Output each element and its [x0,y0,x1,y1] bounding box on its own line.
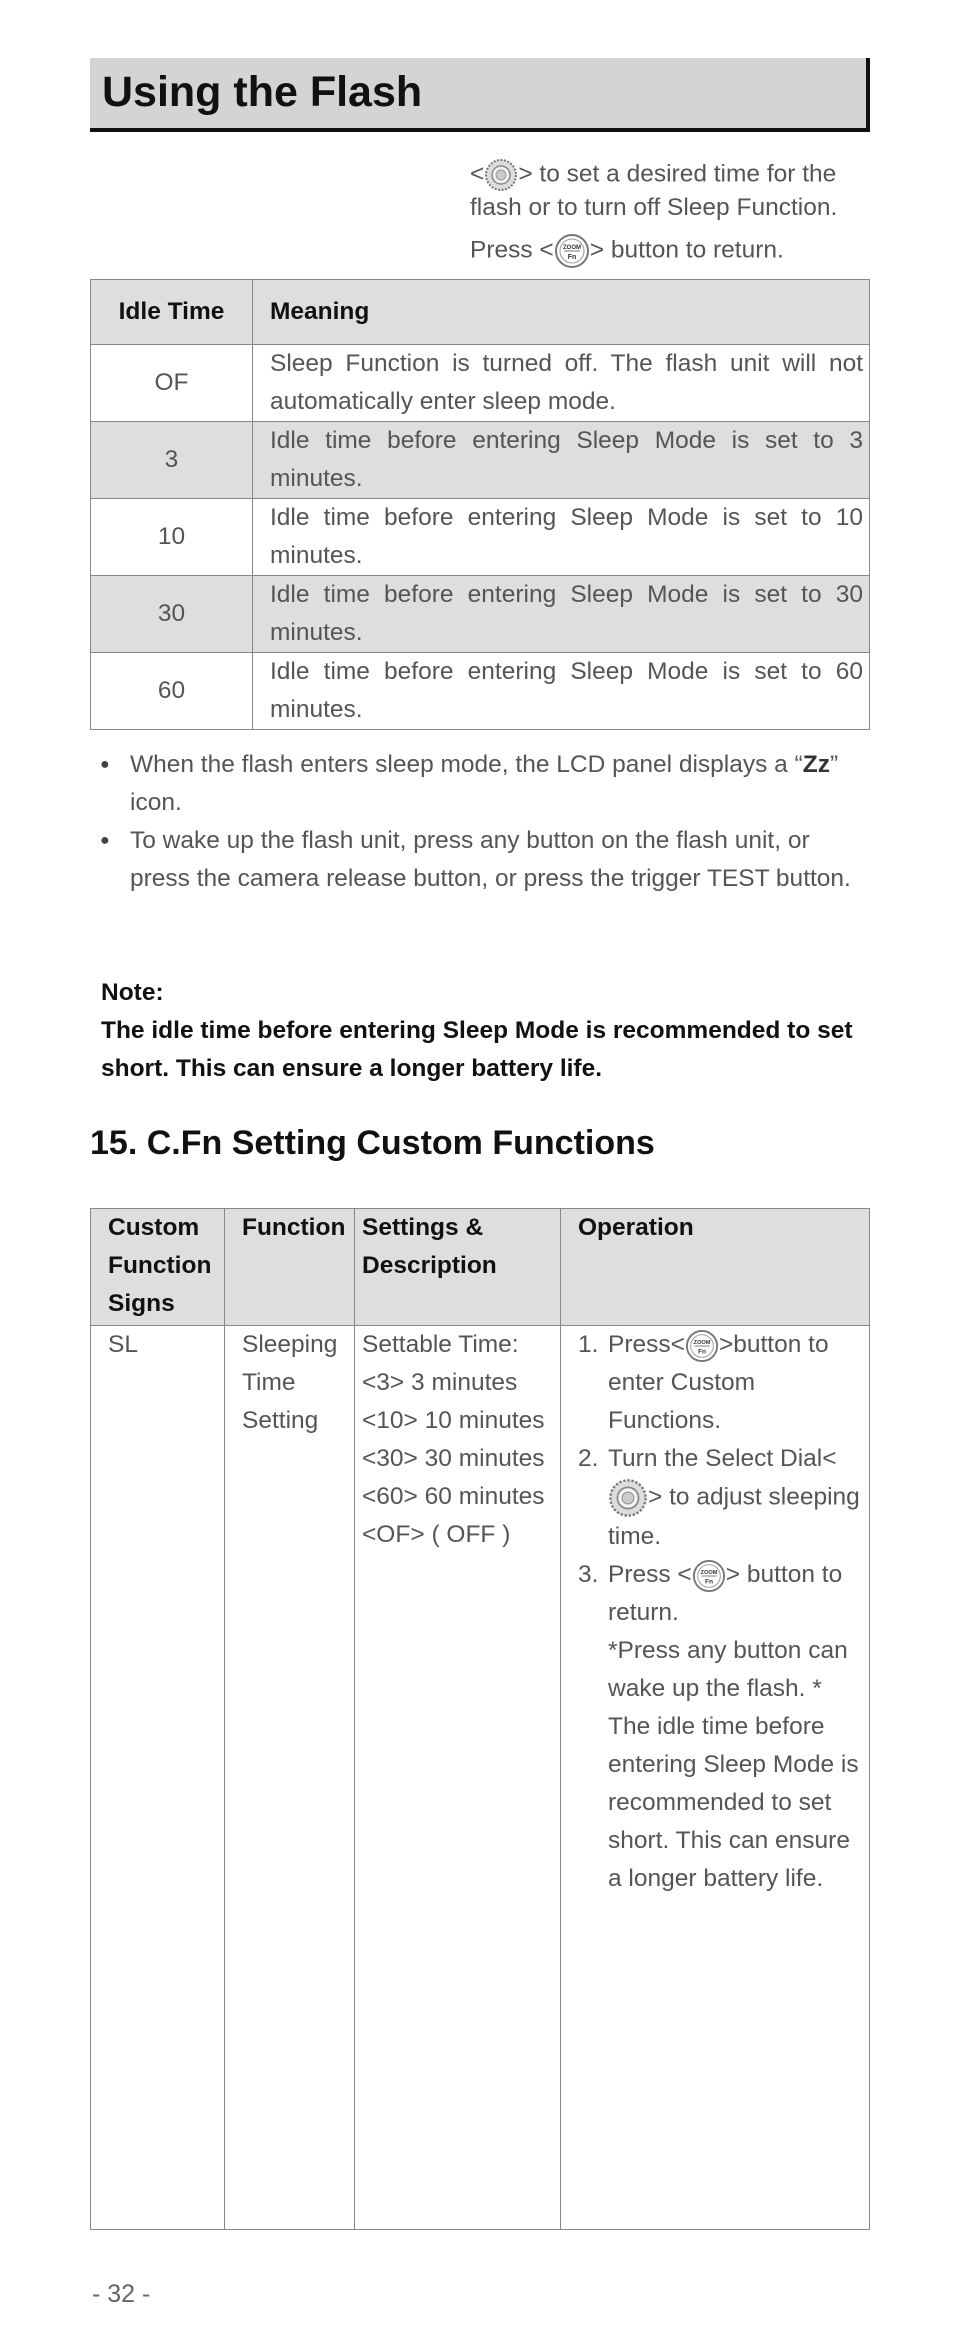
table-row [91,499,870,576]
note-block [101,974,871,1088]
custom-function-table [90,1208,870,2230]
idle-time-cell: 3 [91,422,253,499]
table-header-row [91,280,870,345]
svg-text:Fn: Fn [704,1578,713,1586]
settings-header: Settings & Description [355,1209,561,1326]
operation-cell [561,1326,870,2230]
idle-time-cell: OF [91,345,253,422]
section-title: 15. C.Fn Setting Custom Functions [90,1124,655,1162]
zoom-fn-button-icon [692,1559,726,1593]
list-item: ● When the flash enters sleep mode, the LCD panel displays a “Zz” icon. [100,746,860,822]
bullet-list [100,746,860,898]
list-item: 2. Turn the Select Dial<> to adjust sleeping time. [578,1445,860,1550]
svg-text:ZOOM: ZOOM [693,1339,711,1346]
list-item: 3. Press < ZOOM Fn > button to return. *Press any button can wake up the flash. * The idle time before entering Sleep Mode is recommended to set short. This can ensure a longer battery life. [578,1556,861,1898]
zoom-fn-button-icon [685,1329,719,1363]
svg-text:ZOOM: ZOOM [562,245,581,251]
idle-time-cell: 60 [91,653,253,730]
intro-text [470,158,890,279]
svg-text:ZOOM: ZOOM [700,1569,718,1576]
note-label: Note: [101,979,164,1006]
zoom-fn-button-icon [554,233,590,269]
svg-text:Fn: Fn [697,1348,706,1356]
intro-return-line: Press < ZOOM Fn > button to return. [470,233,890,269]
function-header: Function [225,1209,355,1326]
table-header-row [91,1209,870,1326]
page-number: - 32 - [92,2280,151,2308]
idle-time-table [90,279,870,730]
table-row [91,422,870,499]
meaning-cell: Idle time before entering Sleep Mode is set to 30 minutes. [253,576,870,653]
meaning-cell: Idle time before entering Sleep Mode is set to 10 minutes. [253,499,870,576]
idle-time-cell: 10 [91,499,253,576]
list-item: ● To wake up the flash unit, press any button on the flash unit, or press the camera release button, or press the trigger TEST button. [100,822,860,898]
intro-dial-line: < > to set a desired time for the flash or to turn off Sleep Function. [470,158,890,223]
function-cell: Sleeping Time Setting [225,1326,355,2230]
operation-steps [578,1326,861,1898]
svg-text:Fn: Fn [567,254,577,261]
page-title: Using the Flash [102,68,423,116]
meaning-cell: Sleep Function is turned off. The flash unit will not automatically enter sleep mode. [253,345,870,422]
meaning-header: Meaning [253,280,870,345]
table-row [91,345,870,422]
operation-header: Operation [561,1209,870,1326]
select-dial-icon [484,158,518,192]
select-dial-icon [608,1478,648,1518]
operation-note: *Press any button can wake up the flash. * The idle time before entering Sleep Mode is recommended to set short. This can ensure a longer battery life. [608,1637,859,1892]
table-row [91,1326,870,2230]
settings-cell: Settable Time: <3> 3 minutes <10> 10 minutes <30> 30 minutes <60> 60 minutes <OF> ( OFF ) [355,1326,561,2230]
meaning-cell: Idle time before entering Sleep Mode is set to 3 minutes. [253,422,870,499]
custom-function-signs-header: Custom Function Signs [91,1209,225,1326]
table-row [91,653,870,730]
list-item: 1. Press< ZOOM Fn >button to enter Custom Functions. [578,1326,861,1440]
idle-time-header: Idle Time [91,280,253,345]
note-text: The idle time before entering Sleep Mode is recommended to set short. This can ensure a longer battery life. [101,1017,853,1082]
sign-cell: SL [91,1326,225,2230]
table-row [91,576,870,653]
page-header [90,58,870,132]
idle-time-cell: 30 [91,576,253,653]
meaning-cell: Idle time before entering Sleep Mode is set to 60 minutes. [253,653,870,730]
sleep-zz-icon: Zz [802,751,830,778]
